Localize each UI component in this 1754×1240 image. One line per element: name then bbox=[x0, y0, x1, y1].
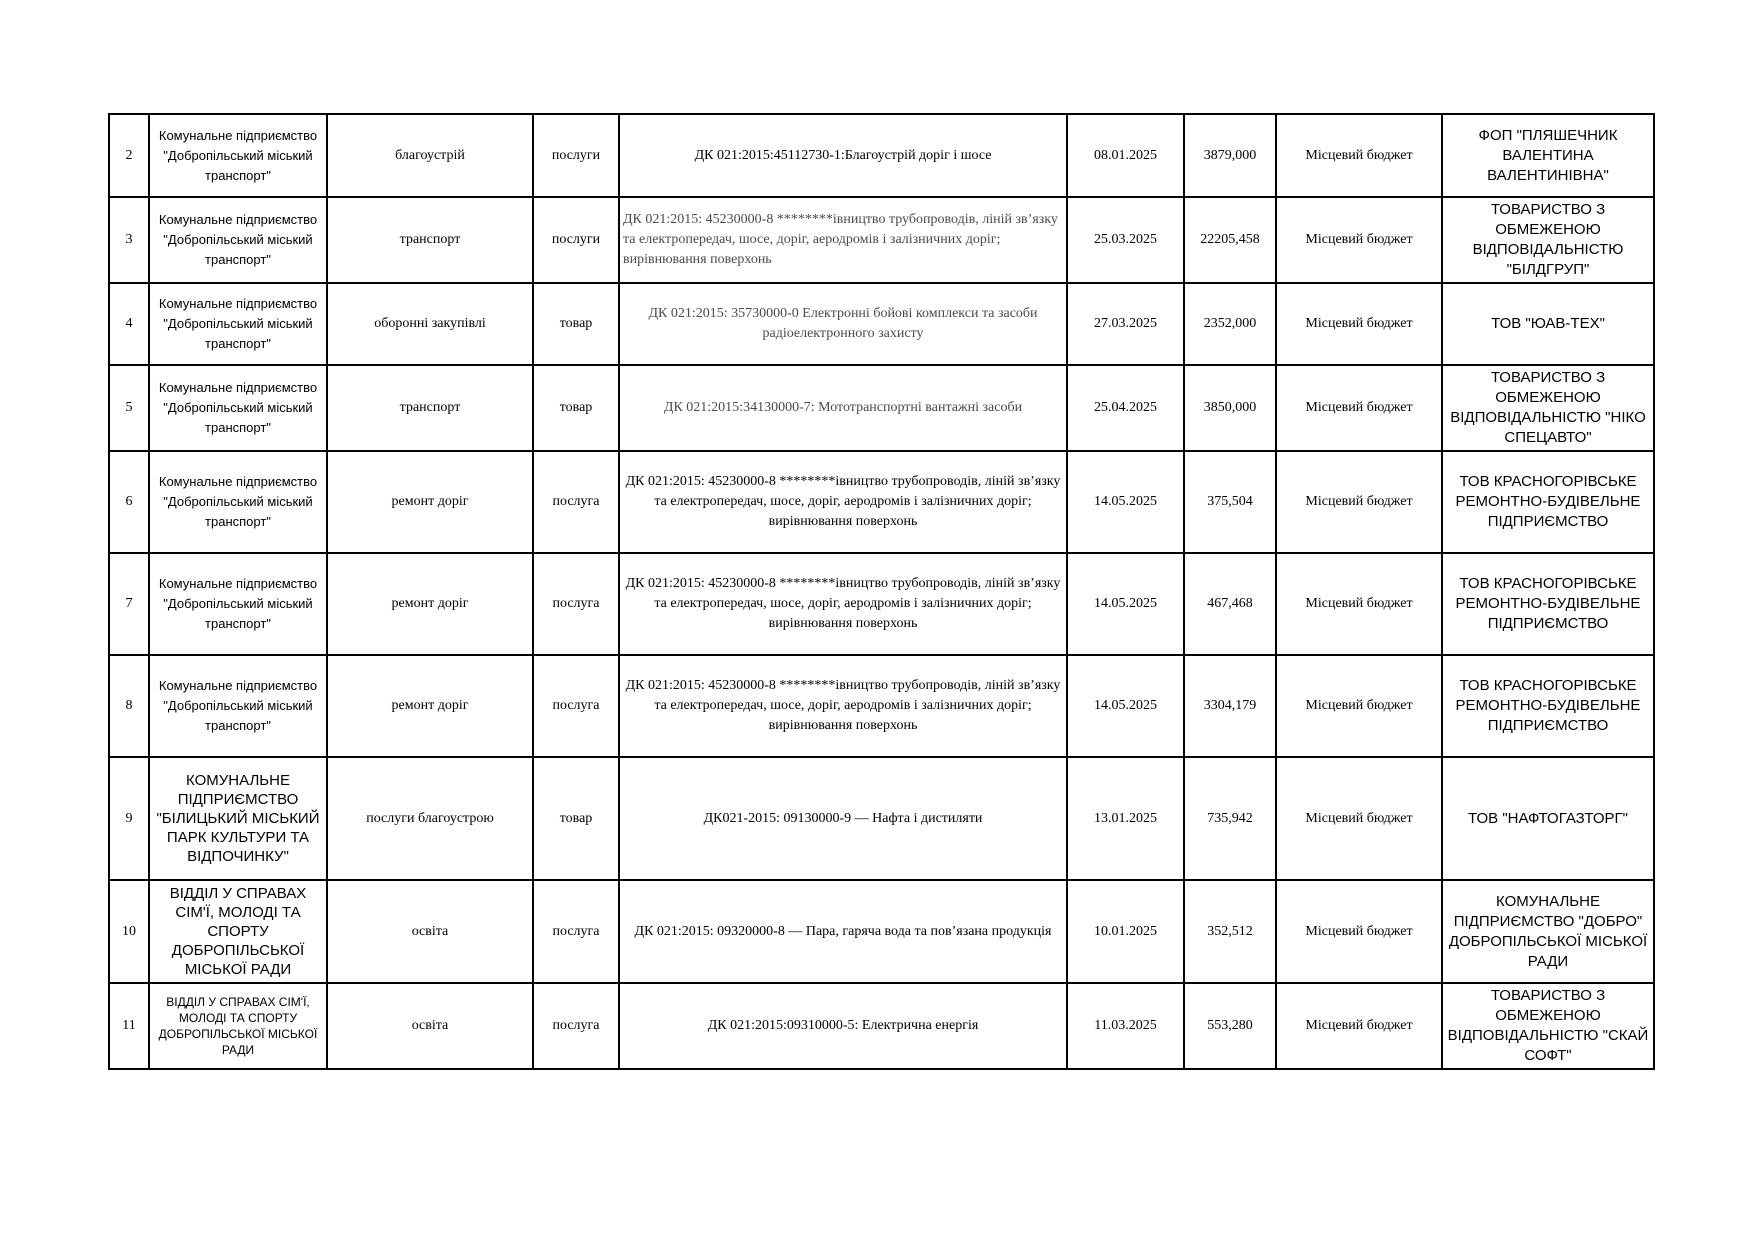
budget-cell: Місцевий бюджет bbox=[1276, 114, 1442, 197]
table-row bbox=[109, 880, 1654, 983]
amount-cell: 3879,000 bbox=[1184, 114, 1276, 197]
supplier-cell: ТОВАРИСТВО З ОБМЕЖЕНОЮ ВІДПОВІДАЛЬНІСТЮ "СКАЙ СОФТ" bbox=[1442, 983, 1654, 1069]
cpv-code-cell: ДК 021:2015:34130000-7: Мототранспортні вантажні засоби bbox=[619, 365, 1067, 451]
supplier-cell: ТОВ КРАСНОГОРІВСЬКЕ РЕМОНТНО-БУДІВЕЛЬНЕ ПІДПРИЄМСТВО bbox=[1442, 655, 1654, 757]
row-number: 6 bbox=[109, 451, 149, 553]
date-cell: 27.03.2025 bbox=[1067, 283, 1184, 365]
date-cell: 14.05.2025 bbox=[1067, 553, 1184, 655]
row-number: 11 bbox=[109, 983, 149, 1069]
date-cell: 14.05.2025 bbox=[1067, 451, 1184, 553]
budget-cell: Місцевий бюджет bbox=[1276, 451, 1442, 553]
subject-cell: ремонт доріг bbox=[327, 655, 533, 757]
subject-cell: оборонні закупівлі bbox=[327, 283, 533, 365]
amount-cell: 467,468 bbox=[1184, 553, 1276, 655]
subject-cell: освіта bbox=[327, 983, 533, 1069]
supplier-cell: ТОВ "НАФТОГАЗТОРГ" bbox=[1442, 757, 1654, 880]
supplier-cell: КОМУНАЛЬНЕ ПІДПРИЄМСТВО "ДОБРО" ДОБРОПІЛЬСЬКОЇ МІСЬКОЇ РАДИ bbox=[1442, 880, 1654, 983]
cpv-code-cell: ДК 021:2015: 45230000-8 ********івництво трубопроводів, ліній зв’язку та електропередач, шосе, доріг, аеродромів і залізничних доріг; вирівнювання поверхонь bbox=[619, 655, 1067, 757]
cpv-code-cell: ДК021-2015: 09130000-9 — Нафта і дистиляти bbox=[619, 757, 1067, 880]
date-cell: 10.01.2025 bbox=[1067, 880, 1184, 983]
budget-cell: Місцевий бюджет bbox=[1276, 365, 1442, 451]
type-cell: товар bbox=[533, 365, 619, 451]
table-row bbox=[109, 197, 1654, 283]
date-cell: 14.05.2025 bbox=[1067, 655, 1184, 757]
supplier-cell: ТОВ КРАСНОГОРІВСЬКЕ РЕМОНТНО-БУДІВЕЛЬНЕ ПІДПРИЄМСТВО bbox=[1442, 553, 1654, 655]
row-number: 3 bbox=[109, 197, 149, 283]
type-cell: послуги bbox=[533, 114, 619, 197]
organization-cell: ВІДДІЛ У СПРАВАХ СІМ'Ї, МОЛОДІ ТА СПОРТУ ДОБРОПІЛЬСЬКОЇ МІСЬКОЇ РАДИ bbox=[149, 983, 327, 1069]
subject-cell: ремонт доріг bbox=[327, 553, 533, 655]
type-cell: товар bbox=[533, 283, 619, 365]
budget-cell: Місцевий бюджет bbox=[1276, 553, 1442, 655]
type-cell: послуга bbox=[533, 451, 619, 553]
subject-cell: ремонт доріг bbox=[327, 451, 533, 553]
table-row bbox=[109, 655, 1654, 757]
amount-cell: 735,942 bbox=[1184, 757, 1276, 880]
budget-cell: Місцевий бюджет bbox=[1276, 197, 1442, 283]
subject-cell: благоустрій bbox=[327, 114, 533, 197]
date-cell: 11.03.2025 bbox=[1067, 983, 1184, 1069]
organization-cell: Комунальне підприємство "Добропільський міський транспорт" bbox=[149, 655, 327, 757]
cpv-code-cell: ДК 021:2015:45112730-1:Благоустрій доріг і шосе bbox=[619, 114, 1067, 197]
organization-cell: Комунальне підприємство "Добропільський міський транспорт" bbox=[149, 451, 327, 553]
date-cell: 13.01.2025 bbox=[1067, 757, 1184, 880]
table-row bbox=[109, 283, 1654, 365]
subject-cell: транспорт bbox=[327, 197, 533, 283]
type-cell: послуги bbox=[533, 197, 619, 283]
cpv-code-cell: ДК 021:2015: 35730000-0 Електронні бойові комплекси та засоби радіоелектронного захисту bbox=[619, 283, 1067, 365]
cpv-code-cell: ДК 021:2015: 09320000-8 — Пара, гаряча вода та пов’язана продукція bbox=[619, 880, 1067, 983]
subject-cell: послуги благоустрою bbox=[327, 757, 533, 880]
amount-cell: 553,280 bbox=[1184, 983, 1276, 1069]
budget-cell: Місцевий бюджет bbox=[1276, 757, 1442, 880]
row-number: 2 bbox=[109, 114, 149, 197]
table-row bbox=[109, 114, 1654, 197]
procurement-table bbox=[108, 113, 1655, 1070]
amount-cell: 3304,179 bbox=[1184, 655, 1276, 757]
cpv-code-cell: ДК 021:2015: 45230000-8 ********івництво трубопроводів, ліній зв’язку та електропередач, шосе, доріг, аеродромів і залізничних доріг; вирівнювання поверхонь bbox=[619, 197, 1067, 283]
amount-cell: 375,504 bbox=[1184, 451, 1276, 553]
amount-cell: 3850,000 bbox=[1184, 365, 1276, 451]
type-cell: послуга bbox=[533, 553, 619, 655]
subject-cell: освіта bbox=[327, 880, 533, 983]
organization-cell: Комунальне підприємство "Добропільський міський транспорт" bbox=[149, 114, 327, 197]
supplier-cell: ТОВ "ЮАВ-ТЕХ" bbox=[1442, 283, 1654, 365]
date-cell: 25.04.2025 bbox=[1067, 365, 1184, 451]
amount-cell: 22205,458 bbox=[1184, 197, 1276, 283]
organization-cell: Комунальне підприємство "Добропільський міський транспорт" bbox=[149, 197, 327, 283]
budget-cell: Місцевий бюджет bbox=[1276, 655, 1442, 757]
supplier-cell: ТОВАРИСТВО З ОБМЕЖЕНОЮ ВІДПОВІДАЛЬНІСТЮ "БІЛДГРУП" bbox=[1442, 197, 1654, 283]
supplier-cell: ФОП "ПЛЯШЕЧНИК ВАЛЕНТИНА ВАЛЕНТИНІВНА" bbox=[1442, 114, 1654, 197]
organization-cell: ВІДДІЛ У СПРАВАХ СІМ'Ї, МОЛОДІ ТА СПОРТУ ДОБРОПІЛЬСЬКОЇ МІСЬКОЇ РАДИ bbox=[149, 880, 327, 983]
row-number: 4 bbox=[109, 283, 149, 365]
cpv-code-cell: ДК 021:2015:09310000-5: Електрична енергія bbox=[619, 983, 1067, 1069]
row-number: 8 bbox=[109, 655, 149, 757]
date-cell: 08.01.2025 bbox=[1067, 114, 1184, 197]
supplier-cell: ТОВАРИСТВО З ОБМЕЖЕНОЮ ВІДПОВІДАЛЬНІСТЮ "НІКО СПЕЦАВТО" bbox=[1442, 365, 1654, 451]
type-cell: послуга bbox=[533, 880, 619, 983]
budget-cell: Місцевий бюджет bbox=[1276, 880, 1442, 983]
subject-cell: транспорт bbox=[327, 365, 533, 451]
table-row bbox=[109, 757, 1654, 880]
table-row bbox=[109, 365, 1654, 451]
cpv-code-cell: ДК 021:2015: 45230000-8 ********івництво трубопроводів, ліній зв’язку та електропередач, шосе, доріг, аеродромів і залізничних доріг; вирівнювання поверхонь bbox=[619, 451, 1067, 553]
table-row bbox=[109, 451, 1654, 553]
row-number: 10 bbox=[109, 880, 149, 983]
table-row bbox=[109, 983, 1654, 1069]
type-cell: послуга bbox=[533, 655, 619, 757]
date-cell: 25.03.2025 bbox=[1067, 197, 1184, 283]
organization-cell: Комунальне підприємство "Добропільський міський транспорт" bbox=[149, 283, 327, 365]
amount-cell: 2352,000 bbox=[1184, 283, 1276, 365]
organization-cell: Комунальне підприємство "Добропільський міський транспорт" bbox=[149, 553, 327, 655]
row-number: 5 bbox=[109, 365, 149, 451]
supplier-cell: ТОВ КРАСНОГОРІВСЬКЕ РЕМОНТНО-БУДІВЕЛЬНЕ ПІДПРИЄМСТВО bbox=[1442, 451, 1654, 553]
budget-cell: Місцевий бюджет bbox=[1276, 983, 1442, 1069]
organization-cell: Комунальне підприємство "Добропільський міський транспорт" bbox=[149, 365, 327, 451]
row-number: 9 bbox=[109, 757, 149, 880]
type-cell: послуга bbox=[533, 983, 619, 1069]
row-number: 7 bbox=[109, 553, 149, 655]
budget-cell: Місцевий бюджет bbox=[1276, 283, 1442, 365]
cpv-code-cell: ДК 021:2015: 45230000-8 ********івництво трубопроводів, ліній зв’язку та електропередач, шосе, доріг, аеродромів і залізничних доріг; вирівнювання поверхонь bbox=[619, 553, 1067, 655]
table-row bbox=[109, 553, 1654, 655]
type-cell: товар bbox=[533, 757, 619, 880]
organization-cell: КОМУНАЛЬНЕ ПІДПРИЄМСТВО "БІЛИЦЬКИЙ МІСЬКИЙ ПАРК КУЛЬТУРИ ТА ВІДПОЧИНКУ" bbox=[149, 757, 327, 880]
amount-cell: 352,512 bbox=[1184, 880, 1276, 983]
